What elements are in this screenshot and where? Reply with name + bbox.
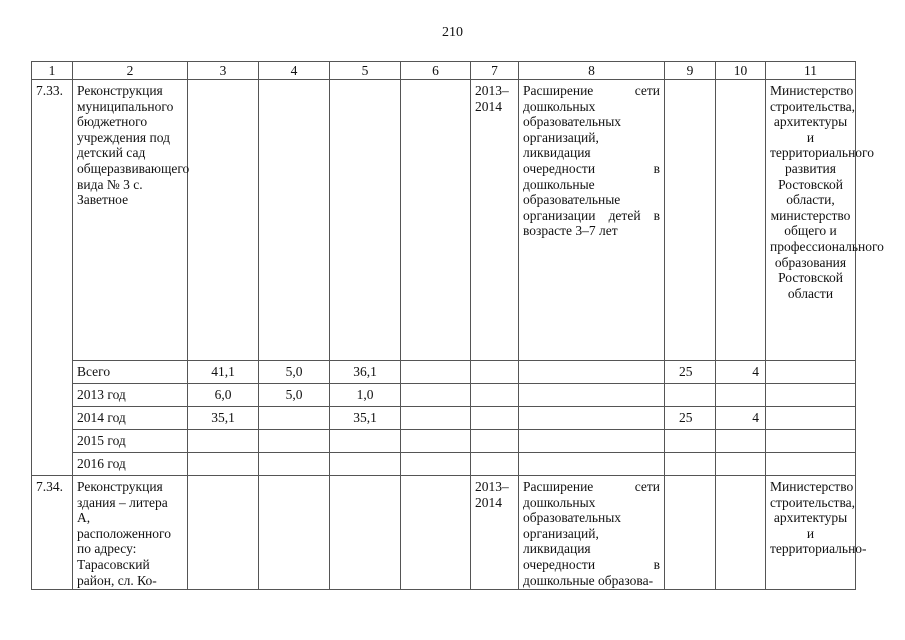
cell-c3 bbox=[188, 453, 259, 476]
table-row bbox=[32, 430, 856, 453]
row-executor: Министерство строительства, архитектуры и территориального развития Ростовской области, министерство общего и профессионального образования Ростовской области bbox=[766, 80, 856, 361]
header-cell: 2 bbox=[73, 62, 188, 80]
cell-c10 bbox=[716, 430, 766, 453]
cell-c11 bbox=[766, 384, 856, 407]
cell-c4: 5,0 bbox=[259, 361, 330, 384]
row-period: 2013–2014 bbox=[471, 476, 519, 590]
page-number: 210 bbox=[442, 25, 463, 40]
header-cell: 5 bbox=[330, 62, 401, 80]
cell-c10: 4 bbox=[716, 361, 766, 384]
cell-c6 bbox=[401, 80, 471, 361]
sub-label: 2014 год bbox=[73, 407, 188, 430]
cell-c6 bbox=[401, 476, 471, 590]
cell-c6 bbox=[401, 430, 471, 453]
row-goal: Расширение сети дошкольных образовательных организаций, ликвидация очередности в дошкольные образова- bbox=[519, 476, 665, 590]
table-row bbox=[32, 361, 856, 384]
cell-c9 bbox=[665, 430, 716, 453]
cell-c5 bbox=[330, 476, 401, 590]
header-row bbox=[32, 62, 856, 80]
cell-c5: 1,0 bbox=[330, 384, 401, 407]
cell-c11 bbox=[766, 361, 856, 384]
cell-c5: 36,1 bbox=[330, 361, 401, 384]
row-period: 2013–2014 bbox=[471, 80, 519, 361]
cell-c8 bbox=[519, 407, 665, 430]
cell-c3 bbox=[188, 80, 259, 361]
cell-c11 bbox=[766, 430, 856, 453]
cell-c10 bbox=[716, 453, 766, 476]
cell-c4 bbox=[259, 476, 330, 590]
cell-c8 bbox=[519, 430, 665, 453]
row-goal: Расширение сети дошкольных образовательных организаций, ликвидация очередности в дошкольные образовательные организации детей в возрасте 3–7 лет bbox=[519, 80, 665, 361]
cell-c11 bbox=[766, 407, 856, 430]
cell-c8 bbox=[519, 361, 665, 384]
cell-c3 bbox=[188, 430, 259, 453]
row-name: Реконструкция здания – литера А, расположенного по адресу: Тарасовский район, сл. Ко- bbox=[73, 476, 188, 590]
program-table bbox=[31, 61, 884, 590]
cell-c5 bbox=[330, 453, 401, 476]
header-cell: 7 bbox=[471, 62, 519, 80]
cell-c7 bbox=[471, 384, 519, 407]
cell-c4 bbox=[259, 453, 330, 476]
row-number: 7.34. bbox=[32, 476, 73, 590]
cell-c8 bbox=[519, 384, 665, 407]
cell-c10 bbox=[716, 80, 766, 361]
header-cell: 9 bbox=[665, 62, 716, 80]
cell-c3: 41,1 bbox=[188, 361, 259, 384]
cell-c4 bbox=[259, 80, 330, 361]
cell-c3 bbox=[188, 476, 259, 590]
cell-c4 bbox=[259, 407, 330, 430]
table-row bbox=[32, 453, 856, 476]
cell-c7 bbox=[471, 453, 519, 476]
cell-c6 bbox=[401, 361, 471, 384]
cell-c9 bbox=[665, 80, 716, 361]
cell-c6 bbox=[401, 384, 471, 407]
cell-c9 bbox=[665, 384, 716, 407]
cell-c8 bbox=[519, 453, 665, 476]
header-cell: 6 bbox=[401, 62, 471, 80]
cell-c6 bbox=[401, 453, 471, 476]
table-row bbox=[32, 80, 856, 361]
cell-c10 bbox=[716, 384, 766, 407]
table-row bbox=[32, 384, 856, 407]
table-row bbox=[32, 476, 856, 590]
cell-c7 bbox=[471, 361, 519, 384]
cell-c9: 25 bbox=[665, 407, 716, 430]
cell-c10 bbox=[716, 476, 766, 590]
cell-c9 bbox=[665, 453, 716, 476]
header-cell: 11 bbox=[766, 62, 856, 80]
cell-c5 bbox=[330, 80, 401, 361]
header-cell: 4 bbox=[259, 62, 330, 80]
row-name: Реконструкция муниципального бюджетного учреждения под детский сад общеразвивающего вида № 3 с. Заветное bbox=[73, 80, 188, 361]
cell-c9 bbox=[665, 476, 716, 590]
header-cell: 3 bbox=[188, 62, 259, 80]
sub-label: 2016 год bbox=[73, 453, 188, 476]
sub-label: 2013 год bbox=[73, 384, 188, 407]
cell-c11 bbox=[766, 453, 856, 476]
cell-c3: 35,1 bbox=[188, 407, 259, 430]
row-number: 7.33. bbox=[32, 80, 73, 476]
header-cell: 1 bbox=[32, 62, 73, 80]
cell-c4: 5,0 bbox=[259, 384, 330, 407]
header-cell: 10 bbox=[716, 62, 766, 80]
cell-c7 bbox=[471, 407, 519, 430]
table-row bbox=[32, 407, 856, 430]
cell-c6 bbox=[401, 407, 471, 430]
cell-c10: 4 bbox=[716, 407, 766, 430]
cell-c3: 6,0 bbox=[188, 384, 259, 407]
cell-c5 bbox=[330, 430, 401, 453]
sub-label: 2015 год bbox=[73, 430, 188, 453]
cell-c7 bbox=[471, 430, 519, 453]
cell-c9: 25 bbox=[665, 361, 716, 384]
cell-c5: 35,1 bbox=[330, 407, 401, 430]
cell-c4 bbox=[259, 430, 330, 453]
row-executor: Министерство строительства, архитектуры и территориально- bbox=[766, 476, 856, 590]
sub-label: Всего bbox=[73, 361, 188, 384]
header-cell: 8 bbox=[519, 62, 665, 80]
